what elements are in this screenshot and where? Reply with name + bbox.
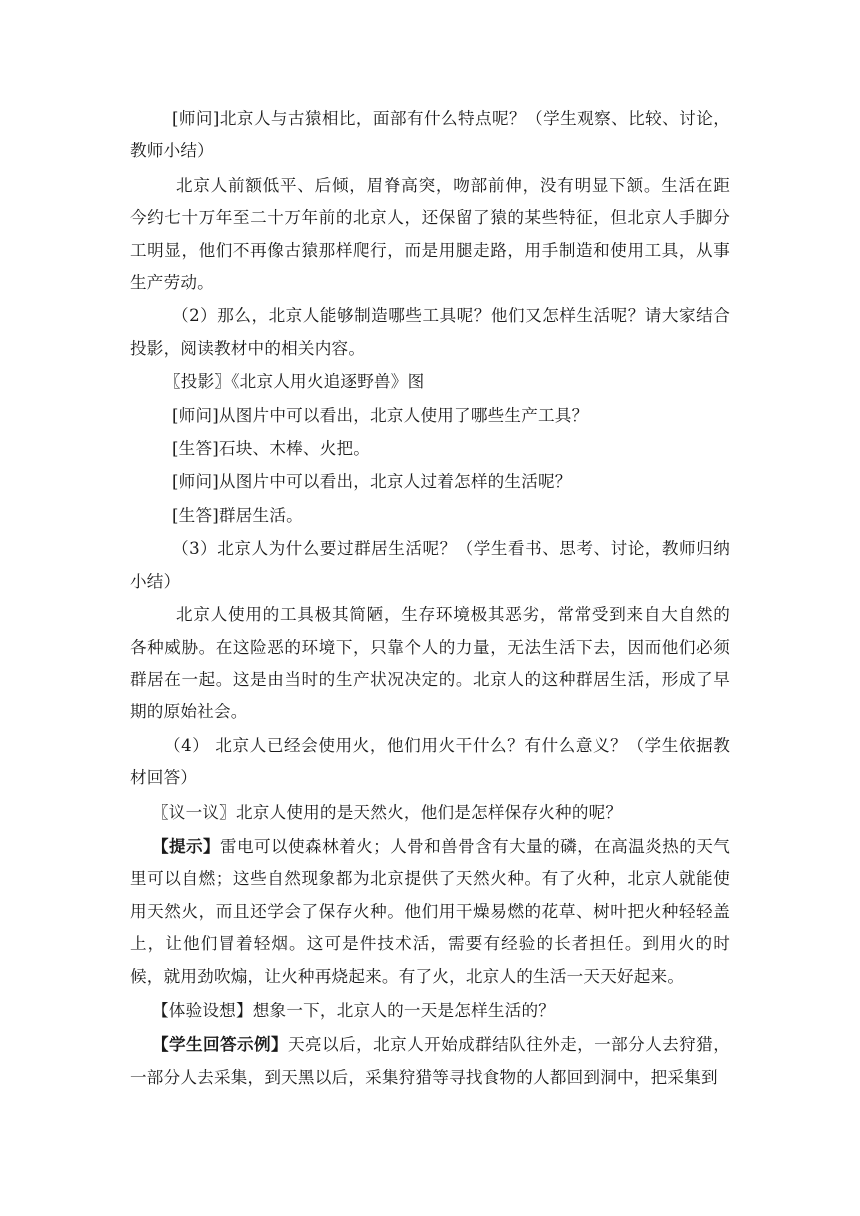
projection-paragraph: 〖投影〗《北京人用火追逐野兽》图 (164, 372, 425, 392)
question-4-paragraph: （4） 北京人已经会使用火，他们用火干什么？有什么意义？（学生依据教材回答） (130, 735, 730, 788)
group-living-paragraph: 北京人使用的工具极其简陋，生存环境极其恶劣，常常受到来自大自然的各种威胁。在这险恶的环境下，只靠个人的力量，无法生活下去，因而他们必须群居在一起。这是由当时的生产状况决定的。北京人的这种群居生活，形成了早期的原始社会。 (130, 605, 730, 722)
hint-label: 【提示】 (152, 835, 221, 856)
student-example-label: 【学生回答示例】 (152, 1034, 289, 1055)
student-answer-tools: [生答]石块、木棒、火把。 (172, 439, 371, 459)
beijing-man-features-paragraph: 北京人前额低平、后倾，眉脊高突，吻部前伸，没有明显下颔。生活在距今约七十万年至二十万年前的北京人，还保留了猿的某些特征，但北京人手脚分工明显，他们不再像古猿那样爬行，而是用腿走路，用手制造和使用工具，从事生产劳动。 (130, 175, 730, 293)
teacher-question-paragraph: [师问]北京人与古猿相比，面部有什么特点呢？（学生观察、比较、讨论，教师小结） (130, 109, 730, 161)
question-3-paragraph: （3）北京人为什么要过群居生活呢？（学生看书、思考、讨论，教师归纳小结） (130, 539, 730, 591)
hint-paragraph (130, 830, 730, 993)
student-example-paragraph (130, 1028, 730, 1094)
question-2-paragraph: （2）那么，北京人能够制造哪些工具呢？他们又怎样生活呢？请大家结合投影，阅读教材中的相关内容。 (130, 306, 730, 358)
teacher-question-life: [师问]从图片中可以看出，北京人过着怎样的生活呢？ (172, 472, 572, 492)
discussion-paragraph: 〖议一议〗北京人使用的是天然火，他们是怎样保存火种的呢？ (152, 802, 623, 822)
experience-paragraph: 【体验设想】想象一下，北京人的一天是怎样生活的？ (152, 1000, 556, 1020)
student-answer-life: [生答]群居生活。 (172, 505, 303, 525)
student-example-text: 天亮以后，北京人开始成群结队往外走，一部分人去狩猎，一部分人去采集，到天黑以后，采集狩猎等寻找食物的人都回到洞中，把采集到 (130, 1035, 730, 1087)
hint-text: 雷电可以使森林着火；人骨和兽骨含有大量的磷，在高温炎热的天气里可以自燃；这些自然现象都为北京提供了天然火种。有了火种，北京人就能使用天然火，而且还学会了保存火种。他们用干燥易燃的花草、树叶把火种轻轻盖上，让他们冒着轻烟。这可是件技术活，需要有经验的长者担任。到用火的时候，就用劲吹煽，让火种再烧起来。有了火，北京人的生活一天天好起来。 (130, 836, 730, 986)
document-body (130, 103, 730, 1094)
teacher-question-tools: [师问]从图片中可以看出，北京人使用了哪些生产工具？ (172, 405, 589, 425)
